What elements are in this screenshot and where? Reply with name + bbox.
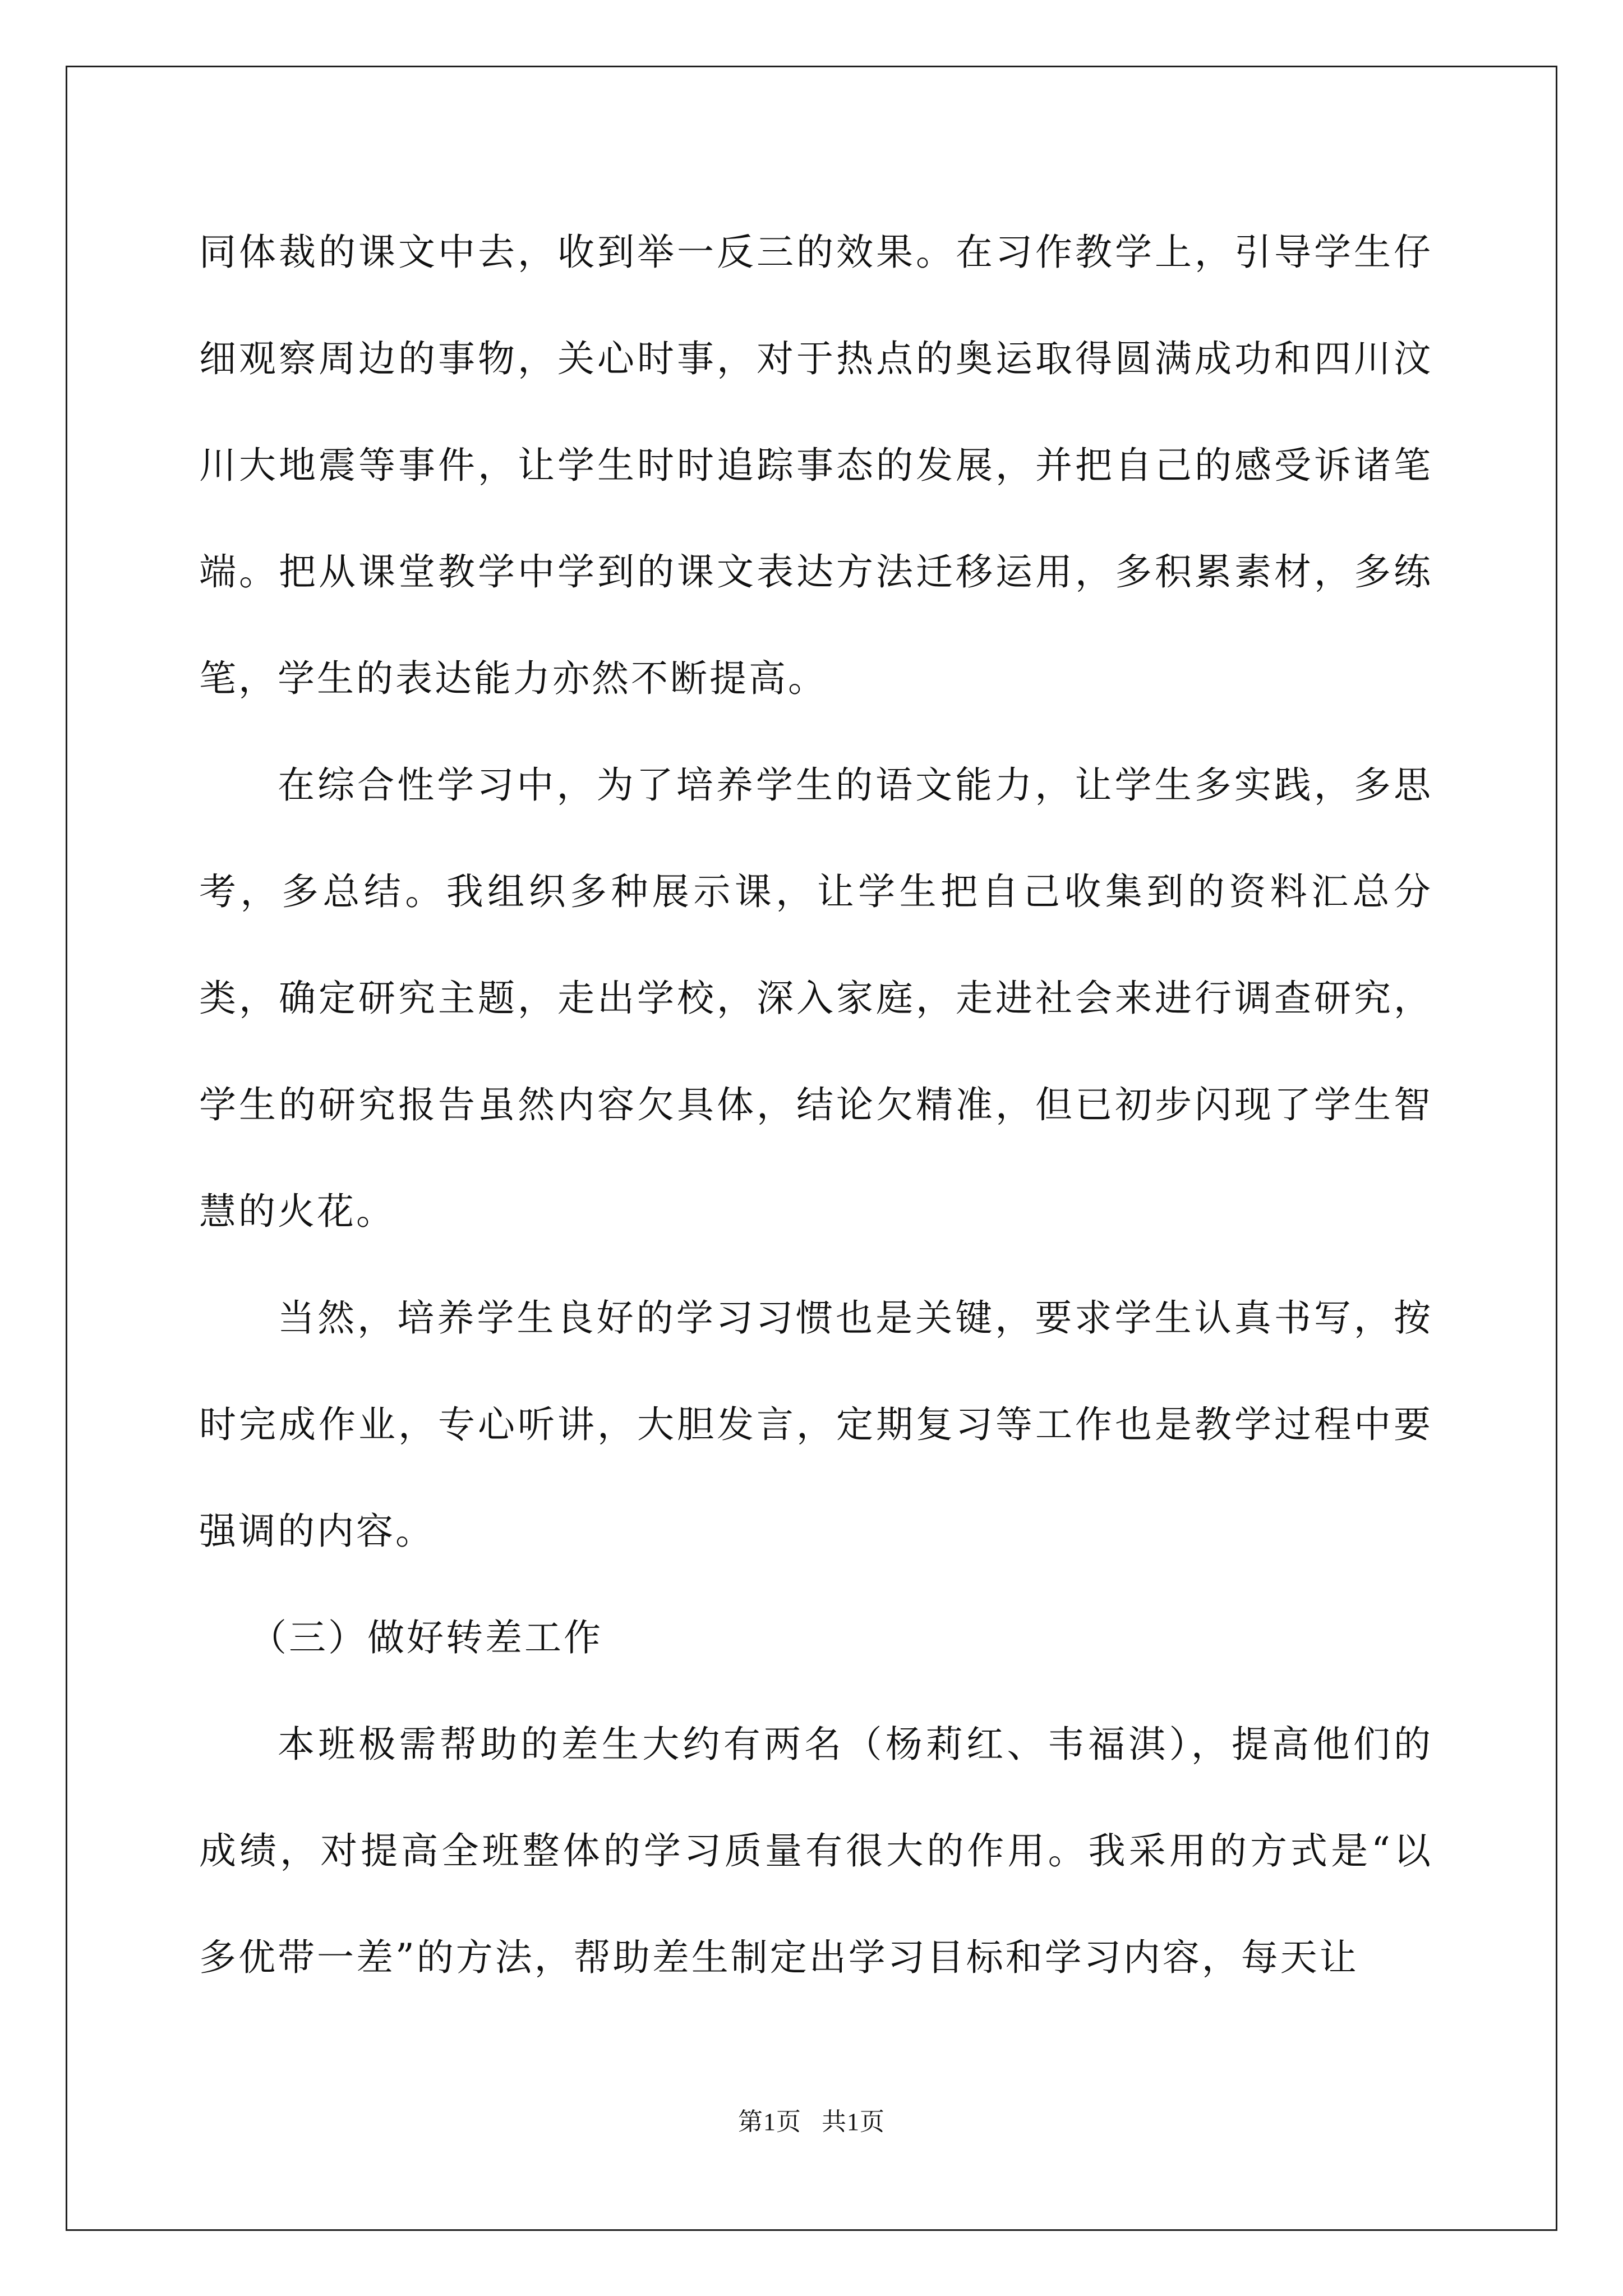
document-body bbox=[199, 199, 1433, 2011]
paragraph-continuation: 同体裁的课文中去，收到举一反三的效果。在习作教学上，引导学生仔细观察周边的事物，关心时事，对于热点的奥运取得圆满成功和四川汶川大地震等事件，让学生时时追踪事态的发展，并把自己的感受诉诸笔端。把从课堂教学中学到的课文表达方法迁移运用，多积累素材，多练笔，学生的表达能力亦然不断提高。 bbox=[199, 231, 1433, 700]
section-heading: （三）做好转差工作 bbox=[250, 1616, 603, 1659]
paragraph-comprehensive-learning: 在综合性学习中，为了培养学生的语文能力，让学生多实践，多思考，多总结。我组织多种展示课，让学生把自己收集到的资料汇总分类，确定研究主题，走出学校，深入家庭，走进社会来进行调查研究，学生的研究报告虽然内容欠具体，结论欠精准，但已初步闪现了学生智慧的火花。 bbox=[199, 763, 1433, 1233]
paragraph-study-habits: 当然，培养学生良好的学习习惯也是关键，要求学生认真书写，按时完成作业，专心听讲，大胆发言，定期复习等工作也是教学过程中要强调的内容。 bbox=[199, 1296, 1433, 1553]
page-number-label: 第1页 共1页 bbox=[738, 2108, 885, 2136]
page-footer bbox=[0, 2101, 1623, 2137]
paragraph-helping-students: 本班极需帮助的差生大约有两名（杨莉红、韦福淇），提高他们的成绩，对提高全班整体的学习质量有很大的作用。我采用的方式是“以多优带一差”的方法，帮助差生制定出学习目标和学习内容，每天让 bbox=[199, 1723, 1433, 1979]
